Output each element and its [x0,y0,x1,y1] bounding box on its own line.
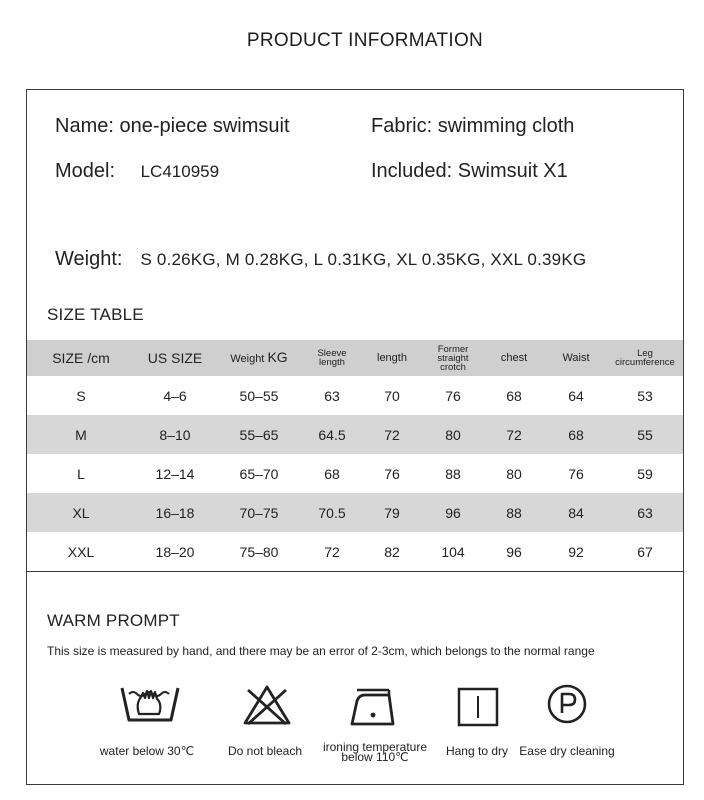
size-table-title: SIZE TABLE [47,305,144,324]
name-line [55,115,290,138]
table-cell: 76 [568,465,584,482]
table-cell: 80 [506,465,522,482]
table-cell: 80 [445,426,461,443]
table-cell: L [77,465,85,482]
table-cell: M [75,426,87,443]
hang-dry-icon [457,687,501,732]
page-title: PRODUCT INFORMATION [246,30,484,51]
name-label: Name: [55,115,114,137]
header-length: length [377,352,407,364]
table-cell: 76 [384,465,400,482]
table-cell: XXL [67,543,95,560]
model-line [55,160,219,183]
dry-clean-icon [546,683,588,730]
iron-label: ironing temperature below 110℃ [322,740,428,764]
dry-clean-label: Ease dry cleaning [519,744,615,758]
fabric-line [371,115,574,138]
table-cell: 53 [637,387,653,404]
measurement-note: This size is measured by hand, and there may be an error of 2-3cm, which belongs to the normal range [47,644,595,658]
table-cell: 84 [568,504,584,521]
table-cell: 68 [324,465,340,482]
table-cell: 65–70 [239,465,279,482]
iron-icon [349,687,399,732]
table-cell: 68 [568,426,584,443]
table-cell: 82 [384,543,400,560]
table-cell: 67 [637,543,653,560]
fabric-label: Fabric: [371,115,433,137]
table-cell: XL [72,504,90,521]
header-chest: chest [500,352,528,364]
header-weight: Weight KG [230,349,288,365]
table-cell: 50–55 [239,387,279,404]
table-cell: S [76,387,86,404]
included-line [371,160,568,183]
table-cell: 104 [441,543,465,560]
table-cell: 55 [637,426,653,443]
included-value: Swimsuit X1 [457,160,568,182]
hand-wash-label: water below 30℃ [99,744,195,758]
do-not-bleach-label: Do not bleach [227,744,303,758]
header-us-size: US SIZE [147,350,203,366]
header-leg-circumference: Leg circumference [615,348,675,368]
header-size: SIZE /cm [52,350,110,366]
size-table [27,340,683,571]
table-cell: 88 [506,504,522,521]
do-not-bleach-icon [242,684,292,731]
fabric-value: swimming cloth [437,115,575,137]
table-cell: 64.5 [318,426,346,443]
table-cell: 72 [384,426,400,443]
table-row [27,415,683,454]
table-cell: 70.5 [318,504,346,521]
table-row [27,454,683,493]
table-cell: 88 [445,465,461,482]
table-cell: 63 [637,504,653,521]
table-cell: 16–18 [155,504,195,521]
table-cell: 12–14 [155,465,195,482]
name-value: one-piece swimsuit [119,115,290,137]
table-cell: 96 [445,504,461,521]
model-value: LC410959 [140,162,220,181]
size-table-header-row [27,340,683,376]
table-cell: 96 [506,543,522,560]
section-divider [27,571,683,572]
table-cell: 18–20 [155,543,195,560]
model-label: Model: [55,160,116,182]
table-cell: 70–75 [239,504,279,521]
header-sleeve-length: Sleeve length [317,348,347,368]
table-row [27,376,683,415]
table-cell: 55–65 [239,426,279,443]
warm-prompt-title: WARM PROMPT [47,611,180,630]
header-former-straight-crotch: Former straight crotch [437,343,469,373]
table-cell: 72 [324,543,340,560]
hang-dry-label: Hang to dry [445,744,509,758]
table-cell: 72 [506,426,522,443]
table-cell: 64 [568,387,584,404]
table-cell: 63 [324,387,340,404]
table-cell: 68 [506,387,522,404]
table-cell: 75–80 [239,543,279,560]
weight-label: Weight: [55,248,123,270]
table-row [27,493,683,532]
included-label: Included: [371,160,453,182]
table-cell: 59 [637,465,653,482]
table-cell: 76 [445,387,461,404]
hand-wash-icon [119,682,181,729]
header-waist: Waist [562,352,590,364]
product-info-card [26,89,684,785]
table-row [27,532,683,571]
table-cell: 4–6 [163,387,187,404]
table-cell: 79 [384,504,400,521]
weight-values: S 0.26KG, M 0.28KG, L 0.31KG, XL 0.35KG, XXL 0.39KG [140,250,587,269]
table-cell: 92 [568,543,584,560]
table-cell: 70 [384,387,400,404]
weight-line [55,248,586,271]
table-cell: 8–10 [159,426,191,443]
